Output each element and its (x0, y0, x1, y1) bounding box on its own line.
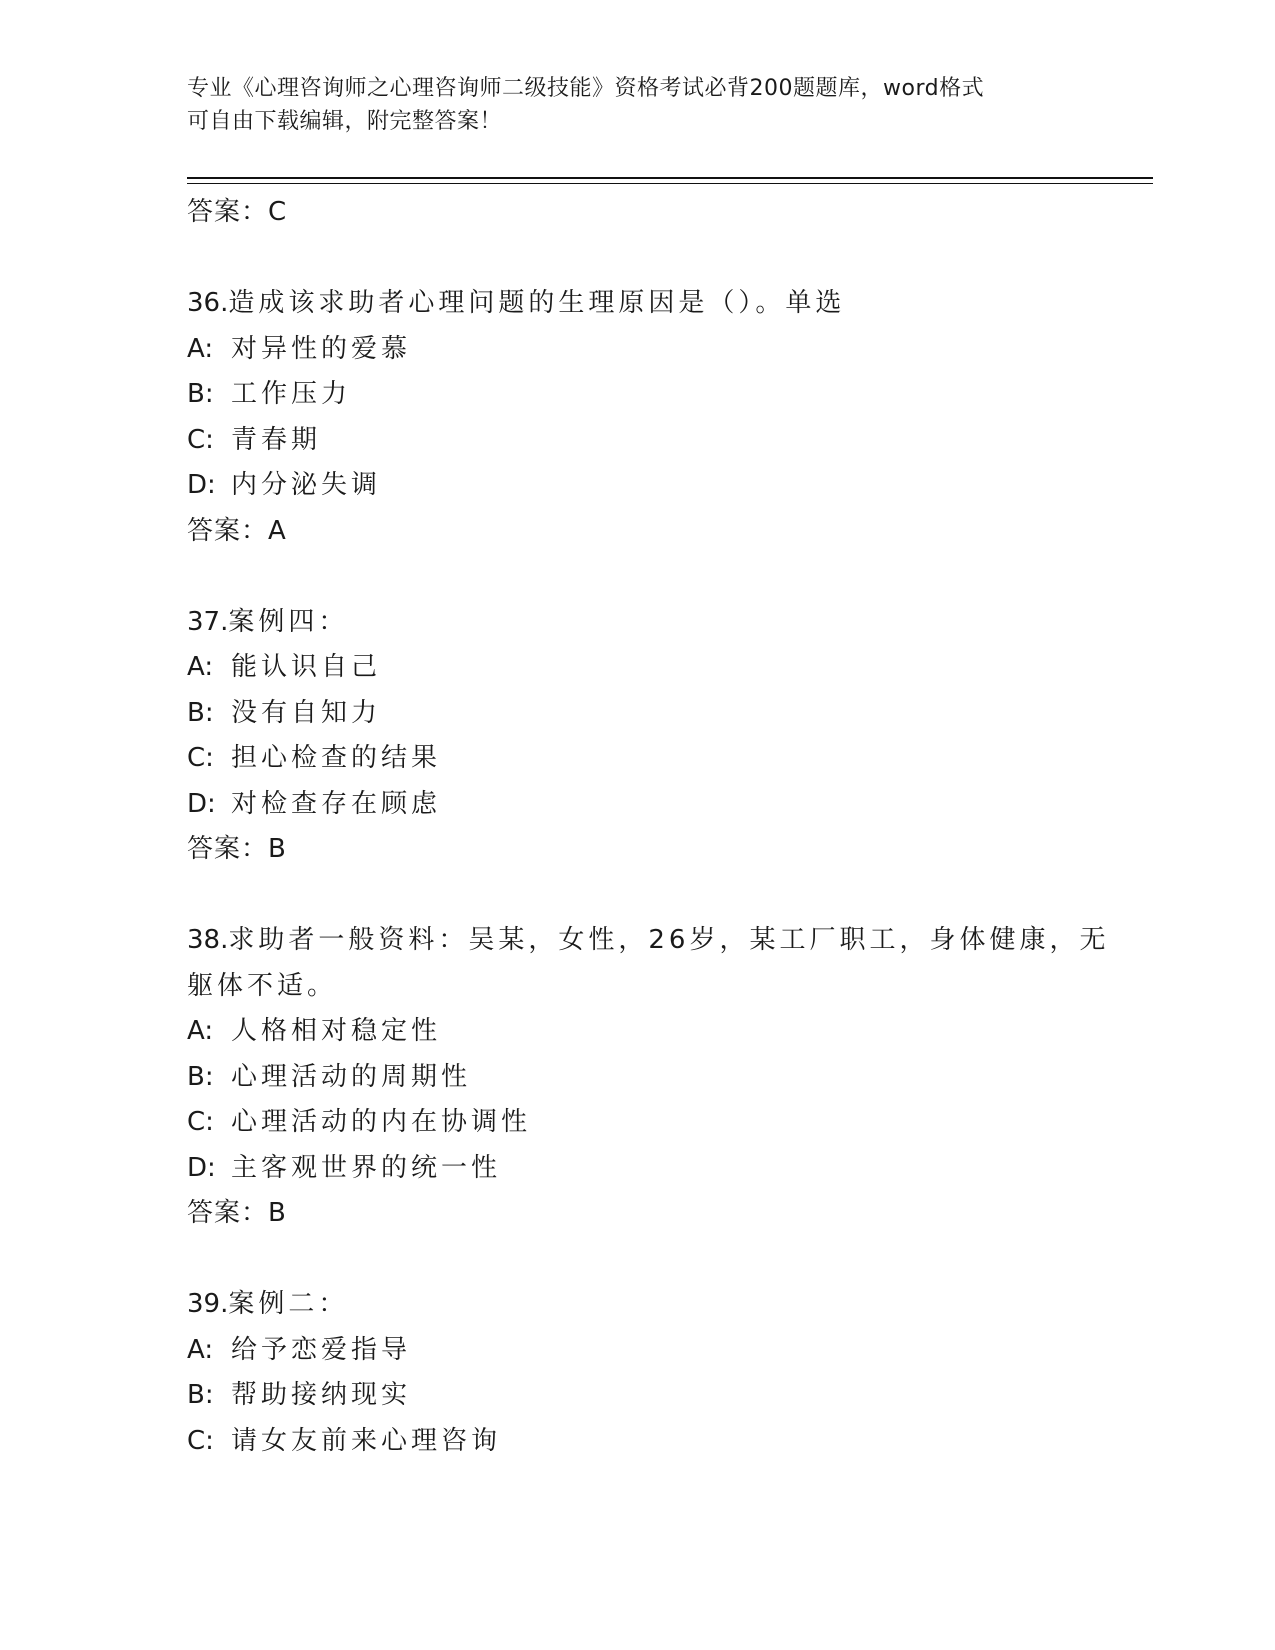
option-a (187, 327, 1087, 373)
answer-value: A (268, 515, 287, 546)
answer-line (187, 1191, 1087, 1237)
option-text: 对检查存在顾虑 (231, 788, 442, 819)
question-text: 造成该求助者心理问题的生理原因是（）。单选 (228, 288, 846, 318)
question-number: 36. (187, 288, 229, 318)
option-d (187, 782, 1087, 828)
option-a (187, 645, 1087, 691)
answer-label: 答案： (187, 834, 269, 864)
option-letter: B: (187, 697, 214, 728)
option-letter: A: (187, 1334, 214, 1365)
option-text: 心理活动的内在协调性 (231, 1107, 532, 1137)
header-line-1: 专业《心理咨询师之心理咨询师二级技能》资格考试必背200题题库，word格式 (187, 76, 985, 101)
question-list (187, 190, 1110, 1464)
question-36 (187, 281, 1087, 554)
option-a (187, 1009, 1087, 1055)
option-c (187, 1419, 1087, 1465)
question-text: 求助者一般资料：吴某，女性，26岁，某工厂职工，身体健康，无 (228, 925, 1110, 955)
option-letter: D: (187, 1152, 216, 1183)
option-letter: A: (187, 652, 214, 682)
option-text: 担心检查的结果 (231, 743, 442, 773)
option-text: 给予恋爱指导 (231, 1334, 412, 1365)
answer-label: 答案： (187, 197, 269, 227)
answer-line (187, 827, 1087, 873)
option-c (187, 418, 1087, 464)
question-38 (187, 918, 1110, 1237)
option-text: 能认识自己 (231, 652, 382, 682)
question-number: 38. (187, 925, 229, 955)
answer-value: B (268, 1198, 287, 1228)
question-37 (187, 600, 1087, 873)
option-letter: A: (187, 1016, 214, 1046)
question-stem (187, 600, 1087, 646)
option-letter: D: (187, 788, 216, 819)
option-letter: D: (187, 470, 216, 500)
question-stem (187, 281, 1087, 327)
option-a (187, 1328, 1087, 1374)
question-stem-continued: 躯体不适。 (187, 970, 338, 1001)
option-text: 主客观世界的统一性 (231, 1152, 502, 1183)
answer-value: B (268, 834, 287, 864)
option-b (187, 1055, 1087, 1101)
option-text: 帮助接纳现实 (231, 1380, 412, 1410)
option-text: 人格相对稳定性 (231, 1016, 442, 1046)
option-text: 青春期 (231, 424, 322, 455)
option-c (187, 1100, 1087, 1146)
option-d (187, 463, 1087, 509)
option-b (187, 1373, 1087, 1419)
option-letter: A: (187, 333, 214, 364)
answer-label: 答案： (187, 515, 269, 546)
option-text: 对异性的爱慕 (231, 333, 412, 364)
answer-line (187, 509, 1087, 555)
option-text: 没有自知力 (231, 697, 382, 728)
question-text: 案例二： (228, 1289, 349, 1319)
option-d (187, 1146, 1087, 1192)
header-line-2: 可自由下载编辑，附完整答案！ (187, 109, 503, 134)
option-text: 心理活动的周期性 (231, 1061, 472, 1092)
option-letter: C: (187, 1425, 214, 1456)
option-text: 工作压力 (231, 379, 352, 409)
option-letter: C: (187, 1107, 214, 1137)
header-divider-thick (187, 177, 1153, 179)
header-divider-thin (187, 183, 1153, 184)
question-39 (187, 1282, 1087, 1464)
option-text: 内分泌失调 (231, 470, 382, 500)
document-header (187, 72, 1087, 138)
option-letter: B: (187, 1380, 214, 1410)
option-letter: C: (187, 743, 214, 773)
question-stem (187, 1282, 1087, 1328)
option-c (187, 736, 1087, 782)
question-text: 案例四： (228, 606, 349, 637)
option-letter: B: (187, 379, 214, 409)
question-stem (187, 918, 1110, 964)
option-b (187, 372, 1087, 418)
option-letter: B: (187, 1061, 214, 1092)
answer-label: 答案： (187, 1198, 269, 1228)
question-number: 39. (187, 1289, 229, 1319)
question-number: 37. (187, 606, 229, 637)
option-letter: C: (187, 424, 214, 455)
option-text: 请女友前来心理咨询 (231, 1425, 502, 1456)
answer-line (187, 190, 1087, 236)
answer-value: C (268, 197, 288, 227)
option-b (187, 691, 1087, 737)
